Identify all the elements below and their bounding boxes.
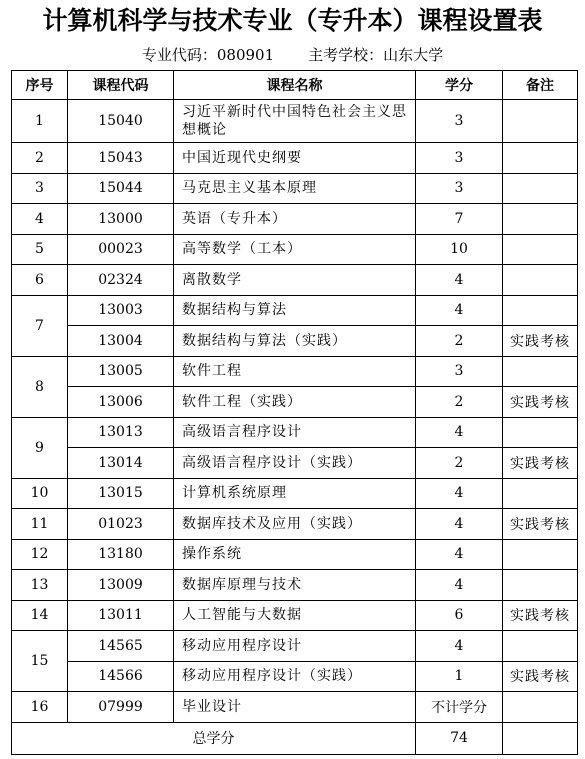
cell-credit: 4 [416,295,503,326]
cell-name: 高等数学（工本） [174,234,416,265]
cell-name: 英语（专升本） [174,204,416,235]
cell-credit: 不计学分 [416,692,503,723]
cell-code: 02324 [68,265,174,296]
cell-code: 13003 [68,295,174,326]
table-row [12,356,578,387]
total-row [12,722,578,754]
cell-remark [503,356,578,387]
cell-name: 高级语言程序设计（实践） [174,448,416,479]
cell-no: 8 [12,356,68,417]
cell-name: 数据结构与算法 [174,295,416,326]
table-row [12,143,578,174]
table-row [12,387,578,418]
cell-credit: 4 [416,570,503,601]
table-row [12,417,578,448]
page-title: 计算机科学与技术专业（专升本）课程设置表 [42,6,543,35]
table-row [12,478,578,509]
cell-credit: 3 [416,100,503,143]
cell-name: 移动应用程序设计 [174,631,416,662]
cell-remark [503,143,578,174]
cell-code: 13009 [68,570,174,601]
cell-credit: 4 [416,417,503,448]
header-no: 序号 [12,71,68,100]
table-row [12,509,578,540]
cell-name: 毕业设计 [174,692,416,723]
cell-remark: 实践考核 [503,600,578,631]
cell-remark: 实践考核 [503,387,578,418]
total-remark [503,722,578,754]
cell-code: 13015 [68,478,174,509]
cell-code: 13004 [68,326,174,357]
cell-no: 16 [12,692,68,723]
cell-code: 13014 [68,448,174,479]
cell-no: 3 [12,173,68,204]
cell-name: 马克思主义基本原理 [174,173,416,204]
cell-name: 操作系统 [174,539,416,570]
table-row [12,631,578,662]
cell-name: 高级语言程序设计 [174,417,416,448]
cell-code: 13180 [68,539,174,570]
cell-remark [503,478,578,509]
cell-remark [503,234,578,265]
cell-no: 7 [12,295,68,356]
cell-credit: 2 [416,387,503,418]
cell-remark: 实践考核 [503,326,578,357]
cell-credit: 6 [416,600,503,631]
cell-name: 软件工程 [174,356,416,387]
cell-remark [503,692,578,723]
table-row [12,100,578,143]
cell-no: 14 [12,600,68,631]
cell-code: 14565 [68,631,174,662]
table-row [12,600,578,631]
cell-name: 数据库技术及应用（实践） [174,509,416,540]
table-row [12,173,578,204]
table-row [12,448,578,479]
cell-credit: 10 [416,234,503,265]
cell-code: 13006 [68,387,174,418]
school-name: 山东大学 [383,46,444,64]
cell-code: 01023 [68,509,174,540]
table-row [12,692,578,723]
table-row [12,295,578,326]
cell-remark [503,204,578,235]
table-row [12,265,578,296]
cell-code: 15043 [68,143,174,174]
subtitle [0,44,585,66]
cell-credit: 2 [416,326,503,357]
cell-code: 13013 [68,417,174,448]
table-row [12,326,578,357]
cell-no: 2 [12,143,68,174]
cell-no: 9 [12,417,68,478]
cell-credit: 4 [416,265,503,296]
cell-remark [503,100,578,143]
cell-name: 移动应用程序设计（实践） [174,661,416,692]
cell-remark [503,417,578,448]
header-remark: 备注 [503,71,578,100]
cell-no: 11 [12,509,68,540]
cell-credit: 4 [416,509,503,540]
cell-name: 离散数学 [174,265,416,296]
cell-code: 07999 [68,692,174,723]
cell-credit: 4 [416,631,503,662]
table-row [12,661,578,692]
total-credits: 74 [416,722,503,754]
cell-credit: 4 [416,478,503,509]
major-code-label: 专业代码： [141,46,217,64]
course-table-body [12,100,578,723]
cell-no: 10 [12,478,68,509]
header-name: 课程名称 [174,71,416,100]
cell-code: 13000 [68,204,174,235]
cell-remark: 实践考核 [503,509,578,540]
cell-remark [503,631,578,662]
cell-no: 6 [12,265,68,296]
course-table [11,70,578,755]
cell-no: 15 [12,631,68,692]
total-label: 总学分 [12,722,416,754]
table-row [12,539,578,570]
cell-credit: 4 [416,539,503,570]
cell-no: 12 [12,539,68,570]
cell-remark [503,265,578,296]
cell-name: 计算机系统原理 [174,478,416,509]
table-row [12,234,578,265]
cell-name: 软件工程（实践） [174,387,416,418]
cell-code: 15044 [68,173,174,204]
cell-name: 中国近现代史纲要 [174,143,416,174]
header-credit: 学分 [416,71,503,100]
cell-code: 13005 [68,356,174,387]
cell-no: 13 [12,570,68,601]
cell-name: 习近平新时代中国特色社会主义思想概论 [174,100,416,143]
cell-remark [503,539,578,570]
cell-credit: 3 [416,143,503,174]
cell-remark [503,173,578,204]
cell-credit: 3 [416,356,503,387]
cell-no: 1 [12,100,68,143]
header-code: 课程代码 [68,71,174,100]
major-code: 080901 [216,46,275,64]
cell-code: 00023 [68,234,174,265]
cell-credit: 1 [416,661,503,692]
cell-credit: 3 [416,173,503,204]
cell-name: 数据库原理与技术 [174,570,416,601]
cell-code: 14566 [68,661,174,692]
cell-remark: 实践考核 [503,661,578,692]
cell-credit: 7 [416,204,503,235]
cell-remark [503,570,578,601]
cell-name: 数据结构与算法（实践） [174,326,416,357]
table-row [12,204,578,235]
cell-code: 15040 [68,100,174,143]
table-row [12,570,578,601]
school-label: 主考学校： [308,46,384,64]
cell-credit: 2 [416,448,503,479]
cell-remark [503,295,578,326]
cell-name: 人工智能与大数据 [174,600,416,631]
table-header-row [12,71,578,100]
cell-remark: 实践考核 [503,448,578,479]
cell-no: 5 [12,234,68,265]
cell-no: 4 [12,204,68,235]
cell-code: 13011 [68,600,174,631]
